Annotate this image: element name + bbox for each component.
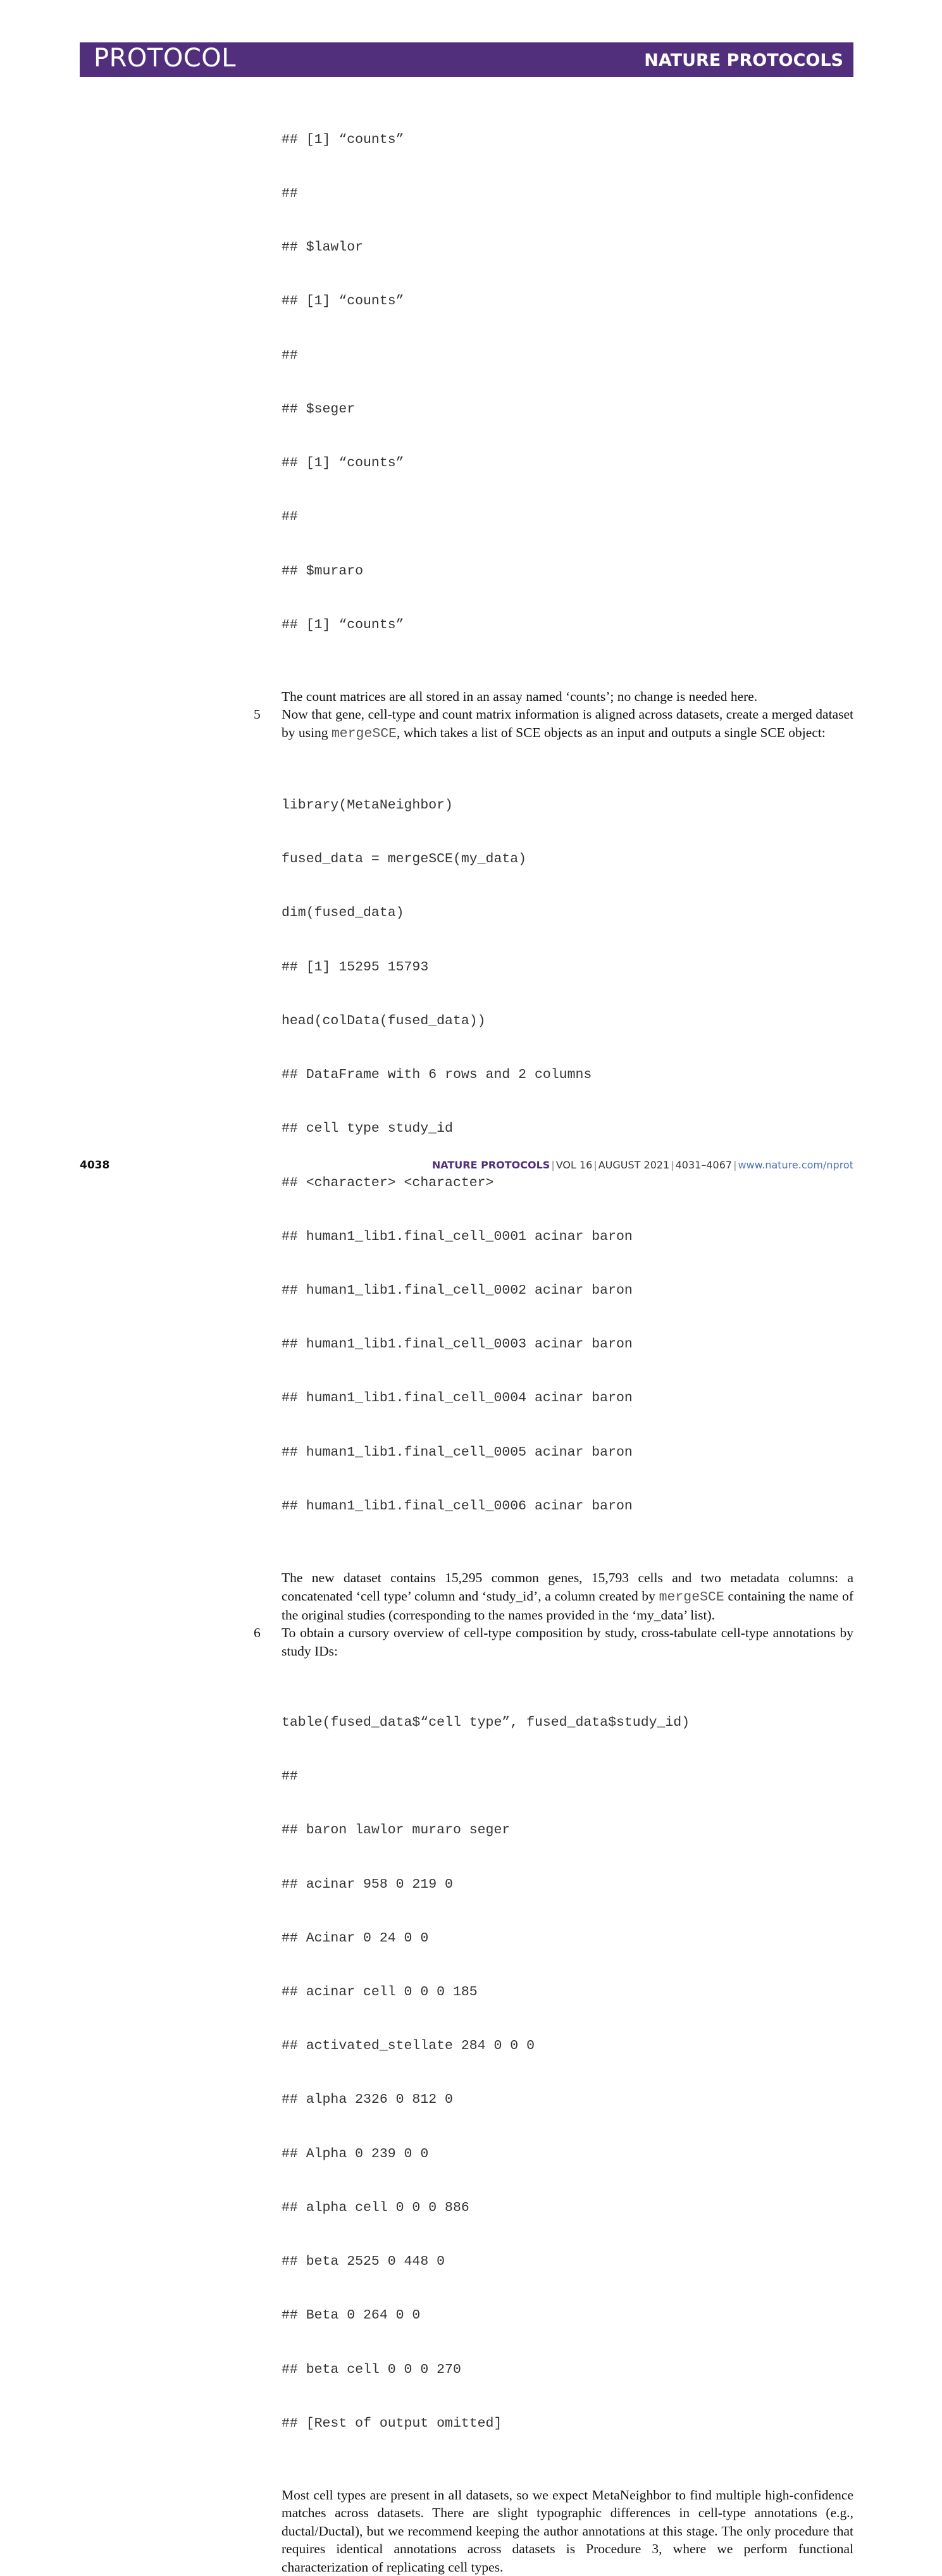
- code-line: ## human1_lib1.final_cell_0006 acinar baron: [282, 1498, 633, 1514]
- code-line: ##: [282, 186, 298, 202]
- code-line: ## human1_lib1.final_cell_0002 acinar baron: [282, 1283, 633, 1298]
- footer-journal: NATURE PROTOCOLS: [431, 1159, 550, 1171]
- code-line: ## [1] “counts”: [282, 455, 404, 471]
- step-5: [254, 705, 853, 743]
- code-line: dim(fused_data): [282, 905, 404, 921]
- code-line: ## <character> <character>: [282, 1175, 494, 1191]
- section-label: PROTOCOL: [94, 44, 237, 73]
- code-line: ## DataFrame with 6 rows and 2 columns: [282, 1067, 592, 1083]
- code-line: ## Alpha 0 239 0 0: [282, 2146, 429, 2162]
- code-line: ## acinar cell 0 0 0 185: [282, 1985, 478, 2000]
- code-line: ## $seger: [282, 401, 356, 417]
- code-line: ## Acinar 0 24 0 0: [282, 1930, 429, 1946]
- journal-name: NATURE PROTOCOLS: [644, 51, 843, 70]
- step-number: 6: [254, 1625, 261, 1641]
- code-line: ## human1_lib1.final_cell_0001 acinar baron: [282, 1229, 633, 1244]
- code-block-1: [282, 95, 853, 670]
- code-block-3: [282, 1678, 853, 2468]
- footer-date: AUGUST 2021: [598, 1159, 670, 1171]
- code-line: ## $lawlor: [282, 240, 364, 256]
- step-text: Now that gene, cell-type and count matrix information is aligned across datasets, create a merged dataset by using mergeSCE, which takes a list of SCE objects as an input and outputs a single SCE object:: [282, 707, 853, 741]
- code-line: library(MetaNeighbor): [282, 798, 453, 814]
- step-6: [254, 1624, 853, 1660]
- code-line: ## Beta 0 264 0 0: [282, 2308, 421, 2324]
- code-line: ## human1_lib1.final_cell_0004 acinar baron: [282, 1390, 633, 1406]
- inline-code: mergeSCE: [331, 726, 397, 741]
- code-line: ##: [282, 509, 298, 525]
- code-line: ## beta cell 0 0 0 270: [282, 2362, 461, 2377]
- paragraph-counts: The count matrices are all stored in an assay named ‘counts’; no change is needed here.: [282, 689, 758, 704]
- code-line: head(colData(fused_data)): [282, 1013, 486, 1029]
- code-line: ## human1_lib1.final_cell_0003 acinar baron: [282, 1337, 633, 1353]
- footer-pages: 4031–4067: [675, 1159, 733, 1171]
- code-block-2: [282, 760, 853, 1551]
- code-line: ## alpha cell 0 0 0 886: [282, 2200, 469, 2215]
- inline-code: mergeSCE: [659, 1589, 724, 1605]
- main-content: [254, 95, 853, 2576]
- code-line: ## baron lawlor muraro seger: [282, 1823, 511, 1838]
- code-line: fused_data = mergeSCE(my_data): [282, 851, 527, 867]
- code-line: ## [1] “counts”: [282, 294, 404, 309]
- step-text: To obtain a cursory overview of cell-type composition by study, cross-tabulate cell-type annotations by study IDs:: [282, 1625, 853, 1659]
- footer-url-link[interactable]: www.nature.com/nprot: [738, 1159, 853, 1171]
- page-number: 4038: [80, 1159, 110, 1172]
- code-line: ## human1_lib1.final_cell_0005 acinar baron: [282, 1444, 633, 1460]
- code-line: ## acinar 958 0 219 0: [282, 1876, 453, 1892]
- code-line: ## [1] “counts”: [282, 617, 404, 633]
- code-line: ## cell type study_id: [282, 1121, 453, 1137]
- code-line: table(fused_data$“cell type”, fused_data$study_id): [282, 1714, 690, 1730]
- footer-citation: NATURE PROTOCOLS | VOL 16 | AUGUST 2021 | 4031–4067 | www.nature.com/nprot: [431, 1159, 853, 1171]
- code-line: ##: [282, 347, 298, 363]
- code-line: ## alpha 2326 0 812 0: [282, 2092, 453, 2108]
- step-number: 5: [254, 707, 261, 722]
- code-line: ##: [282, 1769, 298, 1785]
- code-line: ## [1] “counts”: [282, 132, 404, 147]
- code-line: ## $muraro: [282, 563, 364, 579]
- code-line: ## [1] 15295 15793: [282, 959, 429, 975]
- paragraph-final: Most cell types are present in all datasets, so we expect MetaNeighbor to find multiple high-confidence matches across datasets. There are slight typographic differences in cell-type annotations (e.g., ductal/Ductal), but we recommend keeping the author annotations at this stage. The only procedure that requires identical annotations across datasets is Procedure 3, where we perform functional characterization of replicating cell types.: [282, 2487, 853, 2575]
- paragraph-dataset: The new dataset contains 15,295 common genes, 15,793 cells and two metadata columns: a concatenated ‘cell type’ column and ‘study_id’, a column created by mergeSCE containing the name of the original studies (corresponding to the names provided in the ‘my_data’ list).: [282, 1570, 853, 1623]
- footer-volume: VOL 16: [555, 1159, 593, 1171]
- header-banner: [80, 42, 853, 77]
- code-line: ## [Rest of output omitted]: [282, 2415, 502, 2431]
- code-line: ## activated_stellate 284 0 0 0: [282, 2038, 535, 2054]
- code-line: ## beta 2525 0 448 0: [282, 2254, 445, 2270]
